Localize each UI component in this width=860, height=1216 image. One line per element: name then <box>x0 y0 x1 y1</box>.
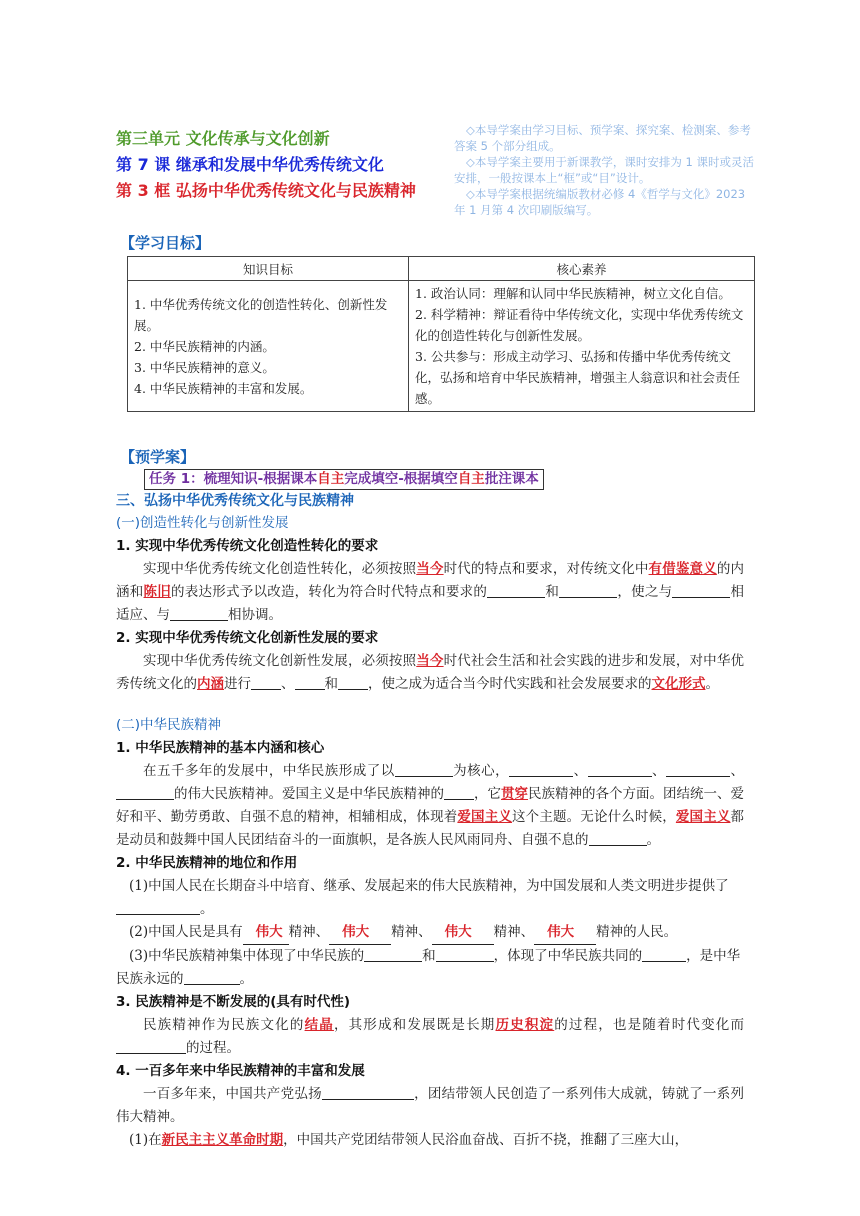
text: 的内涵和 <box>116 561 745 600</box>
col-core-header: 核心素养 <box>409 257 755 281</box>
text: 相协调。 <box>228 607 282 623</box>
text: 进行 <box>224 676 251 692</box>
paragraph <box>116 945 744 991</box>
spacer <box>116 696 744 714</box>
answer-text: 伟大 <box>329 921 391 945</box>
fill-blank[interactable] <box>184 969 240 985</box>
text: (1)中国人民在长期奋斗中培育、继承、发展起来的伟大民族精神，为中国发展和人类文明进步提供了 <box>129 878 729 894</box>
answer-text: 当今 <box>416 561 444 577</box>
fill-blank[interactable] <box>364 946 422 962</box>
fill-blank[interactable] <box>116 899 200 915</box>
text: 和 <box>422 948 436 964</box>
task-highlight: 自主 <box>317 471 345 487</box>
text: 、 <box>573 763 588 779</box>
fill-blank[interactable] <box>295 674 325 690</box>
answer-text: 伟大 <box>534 921 596 945</box>
text: 的过程，也是随着时代变化而 <box>554 1017 744 1033</box>
text: ，体现了中华民族共同的 <box>493 948 643 964</box>
text: 和 <box>545 584 560 600</box>
answer-text: 文化形式 <box>651 676 706 692</box>
answer-text: 当今 <box>416 653 444 669</box>
text: 实现中华优秀传统文化创造性转化，必须按照 <box>143 561 417 577</box>
text: 精神、 <box>493 924 535 940</box>
answer-text: 爱国主义 <box>675 809 731 825</box>
fill-blank[interactable] <box>666 761 730 777</box>
task-text: 完成填空-根据填空 <box>344 471 458 487</box>
goals-table <box>127 256 755 412</box>
point-heading: 3. 民族精神是不断发展的(具有时代性) <box>116 994 351 1010</box>
answer-text: 伟大 <box>243 921 289 945</box>
core-cell <box>409 281 755 412</box>
fill-blank[interactable] <box>589 830 647 846</box>
knowledge-cell <box>128 281 409 412</box>
text: ，团结带领人民创造了一系列伟大成就，铸就了一系列伟大精神。 <box>116 1086 745 1125</box>
preview-heading: 【预学案】 <box>120 448 196 466</box>
subsection-one-heading: (一)创造性转化与创新性发展 <box>116 515 289 531</box>
point-heading: 2. 实现中华优秀传统文化创新性发展的要求 <box>116 630 379 646</box>
text: ，它 <box>474 786 501 802</box>
fill-blank[interactable] <box>559 582 617 598</box>
paragraph <box>116 1083 744 1129</box>
paragraph <box>116 558 744 627</box>
text: ，使之成为适合当今时代实践和社会发展要求的 <box>368 676 652 692</box>
text: ，使之与 <box>617 584 673 600</box>
fill-blank[interactable] <box>588 761 652 777</box>
subsection-two-heading: (二)中华民族精神 <box>116 717 222 733</box>
text: 精神、 <box>288 924 330 940</box>
text: ，其形成和发展既是长期 <box>333 1017 496 1033</box>
text: 实现中华优秀传统文化创新性发展，必须按照 <box>143 653 417 669</box>
fill-blank[interactable] <box>116 784 174 800</box>
text: 、 <box>651 763 667 779</box>
answer-text: 贯穿 <box>501 786 528 802</box>
answer-text: 结晶 <box>304 1017 334 1033</box>
answer-text: 爱国主义 <box>457 809 513 825</box>
text: 精神的人民。 <box>596 924 678 940</box>
task-text: 批注课本 <box>484 471 539 487</box>
frame-title: 第 3 框 弘扬中华优秀传统文化与民族精神 <box>116 181 416 200</box>
paragraph <box>116 1129 744 1152</box>
text: (3)中华民族精神集中体现了中华民族的 <box>129 948 365 964</box>
fill-blank[interactable] <box>642 946 686 962</box>
goals-heading: 【学习目标】 <box>120 234 211 252</box>
answer-text: 陈旧 <box>143 584 171 600</box>
section-three-heading: 三、弘扬中华优秀传统文化与民族精神 <box>116 493 354 509</box>
fill-blank[interactable] <box>436 946 494 962</box>
paragraph <box>116 921 744 945</box>
text: 时代的特点和要求，对传统文化中 <box>443 561 649 577</box>
paragraph <box>116 1014 744 1060</box>
text: 的伟大民族精神。爱国主义是中华民族精神的 <box>174 786 444 802</box>
fill-blank[interactable] <box>395 761 453 777</box>
text: 和 <box>324 676 338 692</box>
fill-blank[interactable] <box>672 582 730 598</box>
text: 这个主题。无论什么时候， <box>512 809 676 825</box>
task-text: 任务 1：梳理知识-根据课本 <box>149 471 318 487</box>
text: 精神、 <box>391 924 432 940</box>
knowledge-item: 3. 中华民族精神的意义。 <box>134 359 275 375</box>
text: ，中国共产党团结带领人民浴血奋战、百折不挠，推翻了三座大山， <box>283 1132 689 1148</box>
fill-blank[interactable] <box>116 1038 186 1054</box>
fill-blank[interactable] <box>444 784 474 800</box>
answer-text: 历史积淀 <box>495 1017 555 1033</box>
point-heading: 1. 实现中华优秀传统文化创造性转化的要求 <box>116 538 379 554</box>
answer-text: 有借鉴意义 <box>648 561 717 577</box>
fill-blank[interactable] <box>338 674 368 690</box>
paragraph <box>116 760 744 852</box>
core-item: 3. 公共参与：形成主动学习、弘扬和传播中华优秀传统文化，弘扬和培育中华民族精神，增强主人翁意识和社会责任感。 <box>415 349 741 406</box>
point-heading: 4. 一百多年来中华民族精神的丰富和发展 <box>116 1063 365 1079</box>
lesson-header <box>116 126 416 204</box>
text: 、 <box>730 763 745 779</box>
unit-title: 第三单元 文化传承与文化创新 <box>116 129 330 148</box>
text: 在五千多年的发展中，中华民族形成了以 <box>143 763 395 779</box>
core-item: 2. 科学精神：辩证看待中华传统文化，实现中华优秀传统文化的创造性转化与创新性发展。 <box>415 307 744 343</box>
fill-blank[interactable] <box>170 605 228 621</box>
knowledge-item: 1. 中华优秀传统文化的创造性转化、创新性发展。 <box>134 296 388 333</box>
point-heading: 1. 中华民族精神的基本内涵和核心 <box>116 740 325 756</box>
fill-blank[interactable] <box>509 761 573 777</box>
text: 时代社会生活和社会实践的进步和发展，对中华优秀传统文化的 <box>116 653 745 692</box>
fill-blank[interactable] <box>322 1084 414 1100</box>
guide-notes <box>454 122 754 218</box>
note-line: ◇本导学案由学习目标、预学案、探究案、检测案、参考答案 5 个部分组成。 <box>454 123 751 153</box>
content-body <box>116 490 744 1152</box>
paragraph <box>116 650 744 696</box>
text: 都是动员和鼓舞中国人民团结奋斗的一面旗帜，是各族人民风雨同舟、自强不息的 <box>116 809 745 848</box>
text: 一百多年来，中国共产党弘扬 <box>143 1086 322 1102</box>
text: 的过程。 <box>186 1040 240 1056</box>
note-line: ◇本导学案主要用于新课教学，课时安排为 1 课时或灵活安排，一般按课本上“框”或“目”设计。 <box>454 155 754 185</box>
text: 相适应、与 <box>116 584 745 623</box>
answer-text: 新民主主义革命时期 <box>161 1132 284 1148</box>
fill-blank[interactable] <box>251 674 281 690</box>
text: 民族精神作为民族文化的 <box>143 1017 305 1033</box>
answer-text: 伟大 <box>432 921 494 945</box>
text: 、 <box>281 676 295 692</box>
text: 的表达形式予以改造，转化为符合时代特点和要求的 <box>171 584 488 600</box>
task-box <box>144 469 544 490</box>
fill-blank[interactable] <box>487 582 545 598</box>
core-item: 1. 政治认同：理解和认同中华民族精神，树立文化自信。 <box>415 286 731 301</box>
text: ，是中华民族永远的 <box>116 948 741 987</box>
text: 民族精神的各个方面。团结统一、爱好和平、勤劳勇敢、自强不息的精神，相辅相成，体现着 <box>116 786 744 825</box>
text: (1)在 <box>129 1132 162 1148</box>
lesson-title: 第 7 课 继承和发展中华优秀传统文化 <box>116 155 384 174</box>
paragraph <box>116 875 744 921</box>
text: 。 <box>705 676 719 692</box>
knowledge-item: 2. 中华民族精神的内涵。 <box>134 338 275 354</box>
text: (2)中国人民是具有 <box>129 924 243 940</box>
point-heading: 2. 中华民族精神的地位和作用 <box>116 855 298 871</box>
text: 。 <box>646 832 660 848</box>
text: 为核心， <box>452 763 510 779</box>
knowledge-item: 4. 中华民族精神的丰富和发展。 <box>134 380 313 396</box>
text: 。 <box>200 901 214 917</box>
col-knowledge-header: 知识目标 <box>128 257 409 281</box>
note-line: ◇本导学案根据统编版教材必修 4《哲学与文化》2023 年 1 月第 4 次印刷版编写。 <box>454 187 746 217</box>
task-highlight: 自主 <box>457 471 485 487</box>
text: 。 <box>239 971 253 987</box>
answer-text: 内涵 <box>197 676 224 692</box>
